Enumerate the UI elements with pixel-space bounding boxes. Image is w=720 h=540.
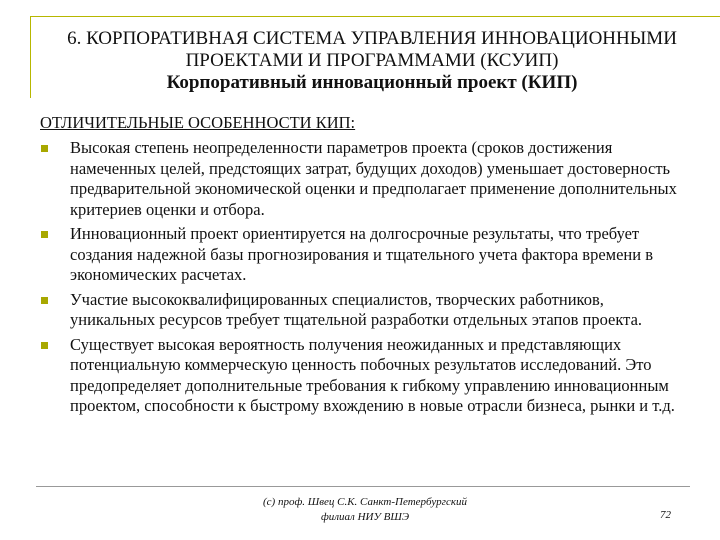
slide-subtitle: Корпоративный инновационный проект (КИП) <box>166 72 578 93</box>
footer-credit-line-1: (с) проф. Швец С.К. Санкт-Петербургский <box>263 496 467 508</box>
footer-credit-line-2: филиал НИУ ВШЭ <box>320 511 410 523</box>
square-bullet-icon <box>41 231 48 238</box>
bullet-item-2 <box>40 224 690 286</box>
footer-credit <box>185 495 545 525</box>
bullet-item-1 <box>40 138 690 220</box>
bullet-item-3 <box>40 290 690 331</box>
bullet-text-3: Участие высококвалифицированных специалистов, творческих работников, уникальных ресурсов требует тщательной разработки отдельных этапов проекта. <box>70 289 643 329</box>
title-line-2: ПРОЕКТАМИ И ПРОГРАММАМИ (КСУИП) <box>185 50 559 71</box>
title-line-1: 6. КОРПОРАТИВНАЯ СИСТЕМА УПРАВЛЕНИЯ ИННОВАЦИОННЫМИ <box>67 28 677 49</box>
square-bullet-icon <box>41 342 48 349</box>
slide-title <box>32 28 712 94</box>
bullet-list <box>40 138 690 421</box>
square-bullet-icon <box>41 145 48 152</box>
section-heading: ОТЛИЧИТЕЛЬНЫЕ ОСОБЕННОСТИ КИП: <box>40 113 356 132</box>
footer-divider <box>36 486 690 487</box>
square-bullet-icon <box>41 297 48 304</box>
bullet-text-4: Существует высокая вероятность получения неожиданных и представляющих потенциальную коммерческую ценность побочных результатов исследований. Это предопределяет дополнительные требования к гибкому управлению инновационным проектом, способности к быстрому вхождению в новые отрасли бизнеса, рынки и т.д. <box>70 334 675 415</box>
frame-top-line <box>30 16 720 17</box>
bullet-item-4 <box>40 335 690 417</box>
page-number: 72 <box>660 509 671 521</box>
bullet-text-1: Высокая степень неопределенности параметров проекта (сроков достижения намеченных целей, предстоящих затрат, будущих доходов) уменьшает достоверность предварительной экономической оценки и предполагает применение дополнительных критериев оценки и отбора. <box>70 138 677 219</box>
bullet-text-2: Инновационный проект ориентируется на долгосрочные результаты, что требует создания надежной базы прогнозирования и тщательного учета фактора времени в экономических расчетах. <box>70 224 654 284</box>
frame-left-line <box>30 16 31 98</box>
